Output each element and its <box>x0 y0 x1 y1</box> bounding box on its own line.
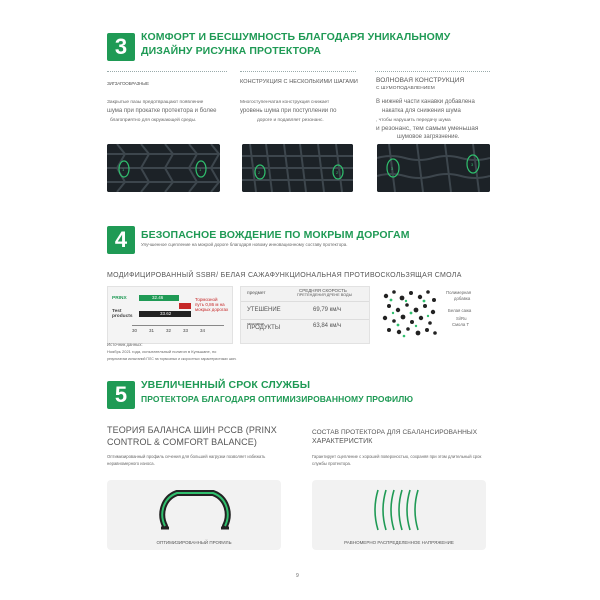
column-2-text-line1: Многоступенчатая конструкция снижает <box>240 100 330 105</box>
compound-particles <box>380 286 440 340</box>
svg-text:1: 1 <box>122 167 125 172</box>
column-1-heading: ЗИГЗАГООБРАЗНЫЕ <box>107 81 149 86</box>
section-3-title-line1: КОМФОРТ И БЕСШУМНОСТЬ БЛАГОДАРЯ УНИКАЛЬНОМУ <box>141 31 451 43</box>
row2-label-line1: тестовые <box>247 321 265 326</box>
divider <box>375 71 490 72</box>
braking-note-line3: мокрых дорогах <box>195 307 229 312</box>
right-heading-line2: ХАРАКТЕРИСТИК <box>312 438 373 445</box>
test-value: 33.62 <box>160 311 172 316</box>
data-source-label: Источник данных: <box>107 342 143 347</box>
profile-panel <box>107 480 281 550</box>
tread-image-multi-pitch <box>242 144 353 192</box>
tension-caption: РАВНОМЕРНО РАСПРЕДЕЛЕННОЕ НАПРЯЖЕНИЕ <box>344 540 454 545</box>
svg-text:3: 3 <box>391 166 394 171</box>
column-3-text-line2: накатка для снижения шума <box>382 108 461 114</box>
right-heading-line1: СОСТАВ ПРОТЕКТОРА ДЛЯ СБАЛАНСИРОВАННЫХ <box>312 429 478 436</box>
table-col1-header: предмет <box>247 291 266 296</box>
brand-value: 32.46 <box>152 295 164 300</box>
row1-label: УТЕШЕНИЕ <box>247 307 281 313</box>
column-1-text-line1: Закрытые пазы предотвращают появление <box>107 100 204 105</box>
column-3-heading-line1: ВОЛНОВАЯ КОНСТРУКЦИЯ <box>376 77 465 84</box>
legend-item1-line3: Белая сажа <box>448 308 472 313</box>
column-3-text-line4: и резонанс, тем самым уменьшая <box>376 125 479 132</box>
tick-label: 31 <box>149 328 155 333</box>
left-heading-line2: CONTROL & COMFORT BALANCE) <box>107 437 257 447</box>
section-4-subtitle: Улучшенное сцепление на мокрой дороге благодаря новому инновационному составу протектора. <box>141 242 348 247</box>
tension-panel <box>312 480 486 550</box>
tick-label: 30 <box>132 328 138 333</box>
svg-text:1: 1 <box>199 167 202 172</box>
column-2-text-line3: дороге и подавляет резонанс. <box>257 118 324 123</box>
divider <box>240 71 356 72</box>
section-4-title: БЕЗОПАСНОЕ ВОЖДЕНИЕ ПО МОКРЫМ ДОРОГАМ <box>141 229 410 241</box>
braking-note-line1: Тормозной <box>195 297 218 302</box>
section-5-number: 5 <box>107 381 135 409</box>
compound-graphic <box>380 286 488 340</box>
row2-value: 63,84 км/ч <box>313 323 342 329</box>
legend-item1-line2: добавка <box>454 296 471 301</box>
column-1-text-line2: шума при прокатке протектора и более <box>107 108 217 114</box>
column-3-heading-line2: С ШУМОПОДАВЛЕНИЕМ <box>376 86 435 91</box>
data-source-line2: Ноябрь 2021 года, испытательный полигон в Куньшане, по <box>107 349 217 354</box>
right-text-line2: службы протектора. <box>312 461 352 466</box>
braking-chart <box>107 286 233 344</box>
tick-label: 33 <box>183 328 189 333</box>
tread-image-zigzag <box>107 144 220 192</box>
difference-bar <box>179 303 191 309</box>
profile-caption: ОПТИМИЗИРОВАННЫЙ ПРОФИЛЬ <box>156 540 232 545</box>
row2-label-line2: ПРОДУКТЫ <box>247 325 281 331</box>
svg-text:2: 2 <box>336 170 339 175</box>
column-3-text-line5: шумовое загрязнение. <box>397 134 460 140</box>
svg-text:2: 2 <box>258 170 261 175</box>
tick-label: 34 <box>200 328 206 333</box>
legend-item2-line2: Смола Т <box>452 322 470 327</box>
divider <box>107 71 227 72</box>
section-4-number: 4 <box>107 226 135 254</box>
left-text-line1: Оптимизированный профиль сечения для большей нагрузки позволяет избежать <box>107 454 266 459</box>
data-source-line3: результатам испытаний ПЛС на тормозных и скоростных характеристиках шин. <box>107 357 237 361</box>
legend-item1-line1: Полимерная <box>446 290 472 295</box>
chart-axis <box>132 325 224 326</box>
brand-label: PRINX <box>112 296 127 301</box>
section-3-title-line2: ДИЗАЙНУ РИСУНКА ПРОТЕКТОРА <box>141 45 322 57</box>
column-2-text-line2: уровень шума при поступлении по <box>240 108 337 114</box>
column-1-text-line3: благоприятно для окружающей среды. <box>110 118 197 123</box>
row1-value: 69,79 км/ч <box>313 307 342 313</box>
column-2-heading: КОНСТРУКЦИЯ С НЕСКОЛЬКИМИ ШАГАМИ <box>240 79 358 85</box>
table-col2-header-line2: ПРЕТЕНДЕНИЯ ДРЕНЕ ВОДЫ <box>297 293 352 297</box>
braking-note-line2: путь 0,86 м на <box>195 302 225 307</box>
left-heading-line1: ТЕОРИЯ БАЛАНСА ШИН PCCB (PRINX <box>107 425 277 435</box>
section-4-heading: МОДИФИЦИРОВАННЫЙ SSBR/ БЕЛАЯ САЖАФУНКЦИОНАЛЬНАЯ ПРОТИВОСКОЛЬЗЯЩАЯ СМОЛА <box>107 272 462 279</box>
drainage-table <box>240 286 370 344</box>
test-label-line2: products <box>112 314 133 319</box>
left-text-line2: неравномерного износа. <box>107 461 155 466</box>
section-5-title-line1: УВЕЛИЧЕННЫЙ СРОК СЛУЖБЫ <box>141 379 311 391</box>
right-text-line1: Гарантирует сцепление с хорошей поверхностью, сохраняя при этом длительный срок <box>312 454 482 459</box>
table-col2-header-line1: СРЕДНЯЯ СКОРОСТЬ <box>299 288 347 293</box>
page-number: 9 <box>296 573 299 579</box>
section-5-title-line2: ПРОТЕКТОРА БЛАГОДАРЯ ОПТИМИЗИРОВАННОМУ ПРОФИЛЮ <box>141 394 414 404</box>
tread-image-wave <box>377 144 490 192</box>
legend-item2-line1: Si/Ru <box>456 316 467 321</box>
column-3-text-line3: , чтобы нарушить передачу шума <box>376 118 451 123</box>
svg-text:3: 3 <box>471 162 474 167</box>
tick-label: 32 <box>166 328 172 333</box>
section-3-number: 3 <box>107 33 135 61</box>
column-3-text-line1: В нижней части канавки добавлена <box>376 99 475 105</box>
test-label-line1: Test <box>112 309 122 314</box>
